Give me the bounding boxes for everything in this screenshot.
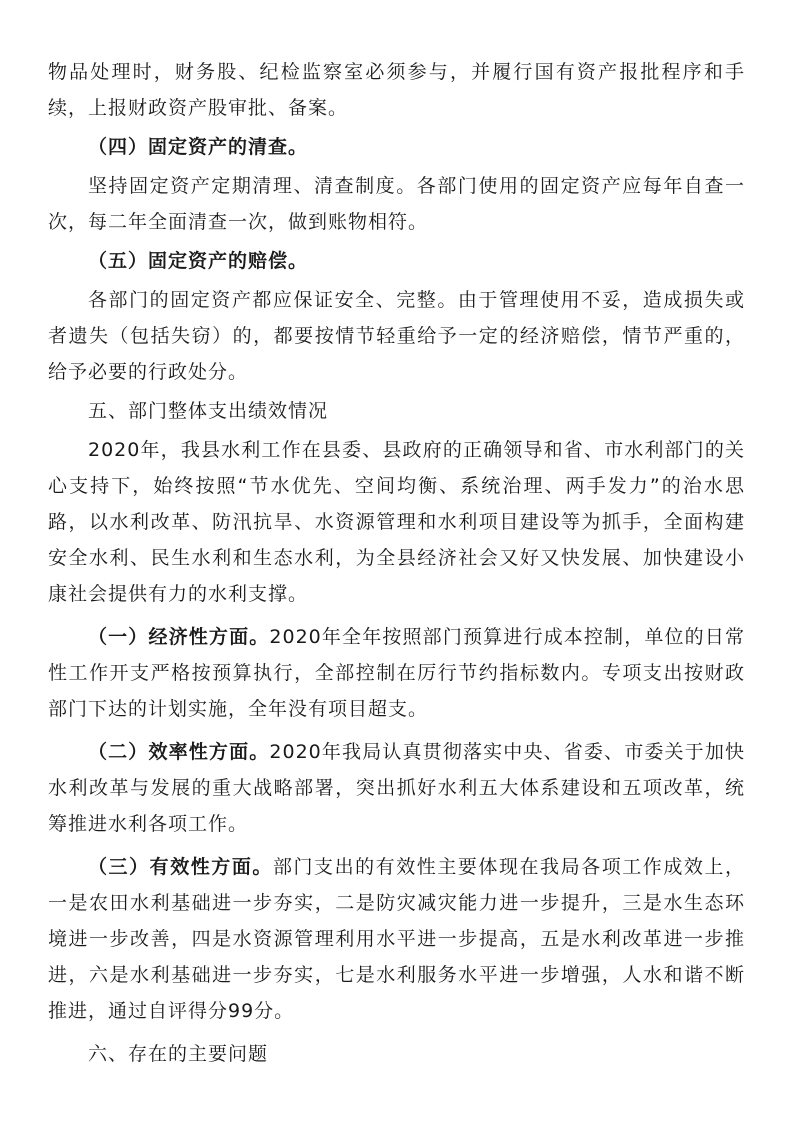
paragraph-text: 各部门的固定资产都应保证安全、完整。由于管理使用不妥，造成损失或者遗失（包括失窃）的，都要按情节轻重给予一定的经济赔偿，情节严重的，给予必要的行政处分。 — [48, 289, 745, 383]
paragraph-lead: （三）有效性方面。 — [88, 856, 273, 878]
section-heading-problems — [48, 1036, 745, 1072]
heading-text: （四）固定资产的清查。 — [88, 136, 309, 158]
section-heading-text: 六、存在的主要问题 — [88, 1043, 269, 1065]
heading-text: （五）固定资产的赔偿。 — [88, 250, 309, 272]
paragraph-efficiency — [48, 734, 745, 842]
paragraph-asset-compensation — [48, 282, 745, 390]
paragraph-text: 2020年我局认真贯彻落实中央、省委、市委关于加快水利改革与发展的重大战略部署，突出抓好水利五大体系建设和五项改革，统筹推进水利各项工作。 — [48, 741, 745, 835]
heading-asset-inventory — [48, 129, 745, 165]
paragraph-overview-2020 — [48, 432, 745, 612]
paragraph-text: 2020年全年按照部门预算进行成本控制，单位的日常性工作开支严格按预算执行，全部控制在厉行节约指标数内。专项支出按财政部门下达的计划实施，全年没有项目超支。 — [48, 626, 745, 720]
paragraph-text: 坚持固定资产定期清理、清查制度。各部门使用的固定资产应每年自查一次，每二年全面清查一次，做到账物相符。 — [48, 175, 745, 233]
section-heading-text: 五、部门整体支出绩效情况 — [88, 400, 329, 422]
paragraph-asset-disposal — [48, 54, 745, 126]
paragraph-lead: （二）效率性方面。 — [88, 741, 270, 763]
paragraph-lead: （一）经济性方面。 — [88, 626, 270, 648]
paragraph-text: 2020年，我县水利工作在县委、县政府的正确领导和省、市水利部门的关心支持下，始终按照“节水优先、空间均衡、系统治理、两手发力”的治水思路，以水利改革、防汛抗旱、水资源管理和水利项目建设等为抓手，全面构建安全水利、民生水利和生态水利，为全县经济社会又好又快发展、加快建设小康社会提供有力的水利支撑。 — [48, 439, 745, 605]
section-heading-performance — [48, 393, 745, 429]
heading-asset-compensation — [48, 243, 745, 279]
paragraph-asset-inventory — [48, 168, 745, 240]
document-body — [48, 54, 745, 1072]
paragraph-economy — [48, 619, 745, 727]
paragraph-text: 部门支出的有效性主要体现在我局各项工作成效上，一是农田水利基础进一步夯实，二是防灾减灾能力进一步提升，三是水生态环境进一步改善，四是水资源管理利用水平进一步提高，五是水利改革进一步推进，六是水利基础进一步夯实，七是水利服务水平进一步增强，人水和谐不断推进，通过自评得分99分。 — [48, 856, 745, 1022]
paragraph-effectiveness — [48, 849, 745, 1029]
paragraph-text: 物品处理时，财务股、纪检监察室必须参与，并履行国有资产报批程序和手续，上报财政资产股审批、备案。 — [48, 61, 745, 119]
